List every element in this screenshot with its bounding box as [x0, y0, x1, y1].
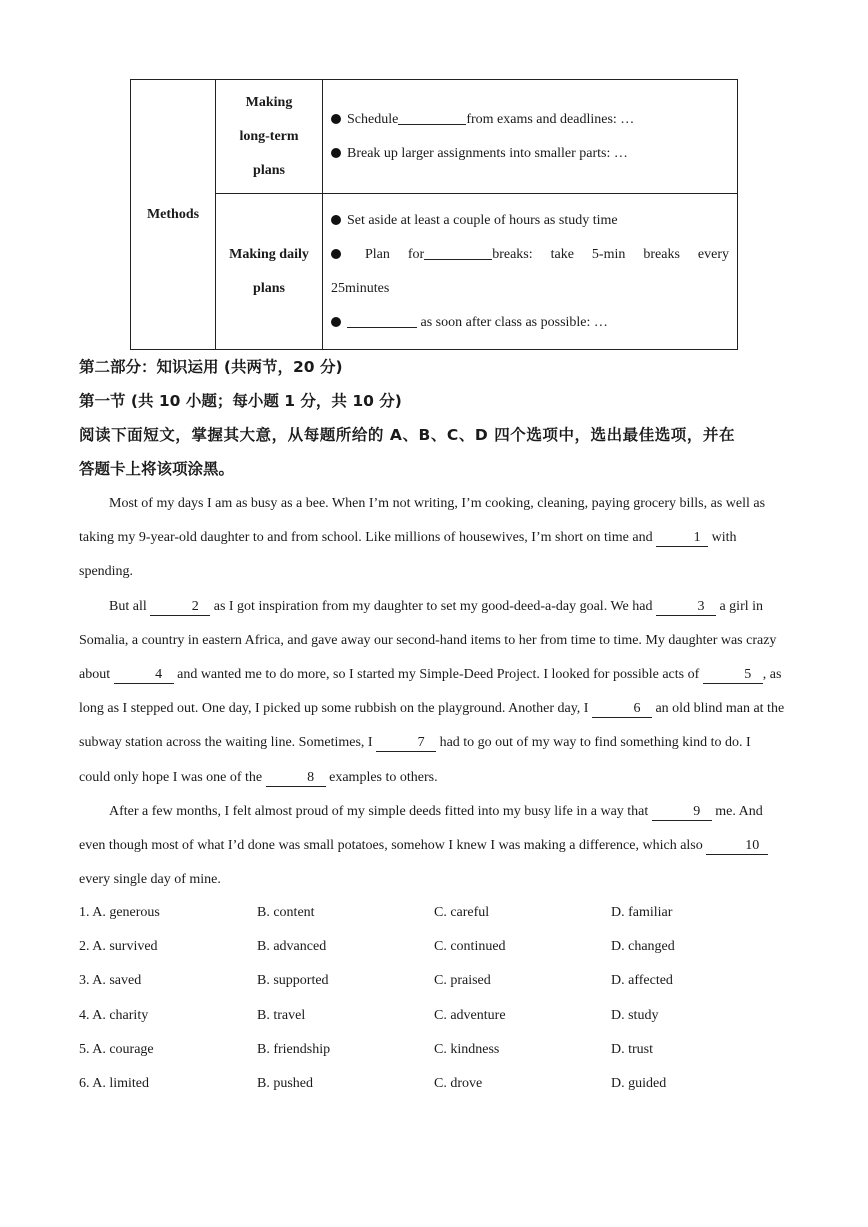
- bullet-dot-icon: [331, 215, 341, 225]
- passage-text: , as long as I stepped out. One day, I picked up some rubbish on the playground. Another day, I: [79, 667, 782, 717]
- bullet-dot-icon: [331, 317, 341, 327]
- blank-6[interactable]: 6: [592, 701, 652, 718]
- bullet-dot-icon: [331, 114, 341, 124]
- bullet-text: from exams and deadlines: …: [466, 111, 635, 127]
- option-row: [79, 930, 779, 964]
- passage-text: After a few months, I felt almost proud of my simple deeds fitted into my busy life in a way that: [109, 803, 652, 819]
- passage-text: as I got inspiration from my daughter to set my good-deed-a-day goal. We had: [210, 598, 656, 614]
- option-row: [79, 1033, 779, 1067]
- bullet-word: Plan: [364, 246, 390, 262]
- instruction-line: 阅读下面短文，掌握其大意，从每题所给的 A、B、C、D 四个选项中，选出最佳选项，并在: [79, 426, 735, 444]
- option-b[interactable]: B. travel: [257, 1007, 306, 1023]
- passage-text: Most of my days I am as busy as a bee. When I’m not writing, I’m cooking, cleaning, paying grocery bills, as well as taking my 9-year-old daughter to and from school. Like millions of housewives, I’m short on time and: [79, 496, 766, 546]
- option-d[interactable]: D. familiar: [611, 905, 673, 920]
- bullet-item: [331, 306, 729, 340]
- option-d[interactable]: D. changed: [611, 939, 675, 955]
- fill-blank[interactable]: [347, 313, 417, 328]
- passage-text: an old blind man at the subway station across the waiting line. Sometimes, I: [79, 701, 785, 751]
- option-c[interactable]: C. praised: [434, 973, 491, 989]
- option-b[interactable]: B. pushed: [257, 1075, 313, 1091]
- section-heading: 第一节 (共 10 小题；每小题 1 分，共 10 分): [79, 392, 402, 410]
- option-c[interactable]: C. careful: [434, 905, 490, 920]
- option-b[interactable]: B. advanced: [257, 939, 327, 955]
- longterm-content-cell: [323, 80, 738, 194]
- answer-options: [79, 896, 779, 1101]
- bullet-continuation: 25minutes: [331, 280, 390, 296]
- passage-text: had to go out of my way to find something kind to do. I could only hope I was one of the: [79, 735, 751, 785]
- passage-text: with spending.: [79, 530, 737, 580]
- option-row: [79, 1067, 779, 1101]
- bullet-text: as soon after class as possible: …: [420, 314, 608, 330]
- passage-text: examples to others.: [325, 769, 438, 785]
- option-row: [79, 999, 779, 1033]
- passage-text: and wanted me to do more, so I started my Simple-Deed Project. I looked for possible acts of: [173, 667, 703, 683]
- passage-text: a girl in Somalia, a country in eastern Africa, and gave away our second-hand items to her from time to time. My daughter was crazy about: [79, 598, 777, 683]
- blank-5[interactable]: 5: [703, 667, 763, 684]
- blank-1[interactable]: 1: [656, 530, 708, 547]
- table-row: [131, 80, 738, 194]
- bullet-item: [331, 137, 729, 171]
- option-d[interactable]: D. guided: [611, 1075, 667, 1091]
- methods-table: [130, 79, 738, 350]
- bullet-word: every: [697, 246, 729, 262]
- fill-blank[interactable]: [424, 245, 492, 260]
- instruction-line: 答题卡上将该项涂黑。: [79, 460, 235, 478]
- daily-label-line: plans: [253, 280, 285, 296]
- bullet-dot-icon: [331, 148, 341, 158]
- blank-8[interactable]: 8: [266, 770, 326, 787]
- daily-content-cell: [323, 194, 738, 350]
- daily-label-cell: [216, 194, 323, 350]
- option-b[interactable]: B. friendship: [257, 1041, 331, 1057]
- option-a[interactable]: 1. A. generous: [79, 905, 160, 920]
- option-c[interactable]: C. kindness: [434, 1041, 500, 1057]
- longterm-label-line: plans: [253, 162, 285, 178]
- option-a[interactable]: 6. A. limited: [79, 1075, 149, 1091]
- bullet-word: take: [550, 246, 574, 262]
- blank-3[interactable]: 3: [656, 599, 716, 616]
- option-c[interactable]: C. adventure: [434, 1007, 506, 1023]
- fill-blank[interactable]: [398, 110, 466, 125]
- cloze-passage: [79, 487, 785, 897]
- option-a[interactable]: 5. A. courage: [79, 1041, 154, 1057]
- option-d[interactable]: D. affected: [611, 973, 673, 989]
- passage-paragraph: [79, 795, 785, 898]
- bullet-item: [331, 238, 729, 272]
- blank-2[interactable]: 2: [150, 599, 210, 616]
- bullet-word: breaks:: [492, 246, 533, 262]
- bullet-dot-icon: [331, 249, 341, 259]
- blank-9[interactable]: 9: [652, 804, 712, 821]
- part-heading: 第二部分：知识运用 (共两节，20 分): [79, 358, 343, 376]
- bullet-text: Break up larger assignments into smaller parts: …: [347, 145, 628, 161]
- blank-4[interactable]: 4: [114, 667, 174, 684]
- option-b[interactable]: B. content: [257, 905, 315, 920]
- daily-label-line: Making daily: [229, 246, 309, 262]
- option-row: [79, 896, 779, 930]
- option-a[interactable]: 4. A. charity: [79, 1007, 149, 1023]
- bullet-text: Set aside at least a couple of hours as study time: [347, 212, 618, 228]
- option-c[interactable]: C. continued: [434, 939, 506, 955]
- option-d[interactable]: D. study: [611, 1007, 659, 1023]
- bullet-word: breaks: [643, 246, 680, 262]
- passage-text: me. And even though most of what I’d done was small potatoes, somehow I knew I was making a difference, which also: [79, 803, 763, 854]
- passage-text: But all: [109, 598, 151, 614]
- methods-label-cell: [131, 80, 216, 350]
- longterm-label-line: long-term: [239, 128, 299, 144]
- option-row: [79, 964, 779, 998]
- longterm-label-line: Making: [245, 94, 293, 110]
- bullet-word: for: [407, 246, 425, 262]
- blank-7[interactable]: 7: [376, 735, 436, 752]
- option-b[interactable]: B. supported: [257, 973, 329, 989]
- option-a[interactable]: 3. A. saved: [79, 973, 142, 989]
- option-a[interactable]: 2. A. survived: [79, 939, 158, 955]
- bullet-item: [331, 204, 729, 238]
- bullet-item: [331, 103, 729, 137]
- passage-paragraph: [79, 487, 785, 590]
- blank-10[interactable]: 10: [706, 838, 768, 855]
- methods-label: Methods: [146, 206, 200, 222]
- passage-text: every single day of mine.: [79, 872, 221, 888]
- table-row: [131, 194, 738, 350]
- bullet-text: Schedule: [347, 111, 399, 127]
- longterm-label-cell: [216, 80, 323, 194]
- bullet-word: 5-min: [591, 246, 626, 262]
- passage-paragraph: [79, 590, 785, 795]
- option-d[interactable]: D. trust: [611, 1041, 653, 1057]
- option-c[interactable]: C. drove: [434, 1075, 483, 1091]
